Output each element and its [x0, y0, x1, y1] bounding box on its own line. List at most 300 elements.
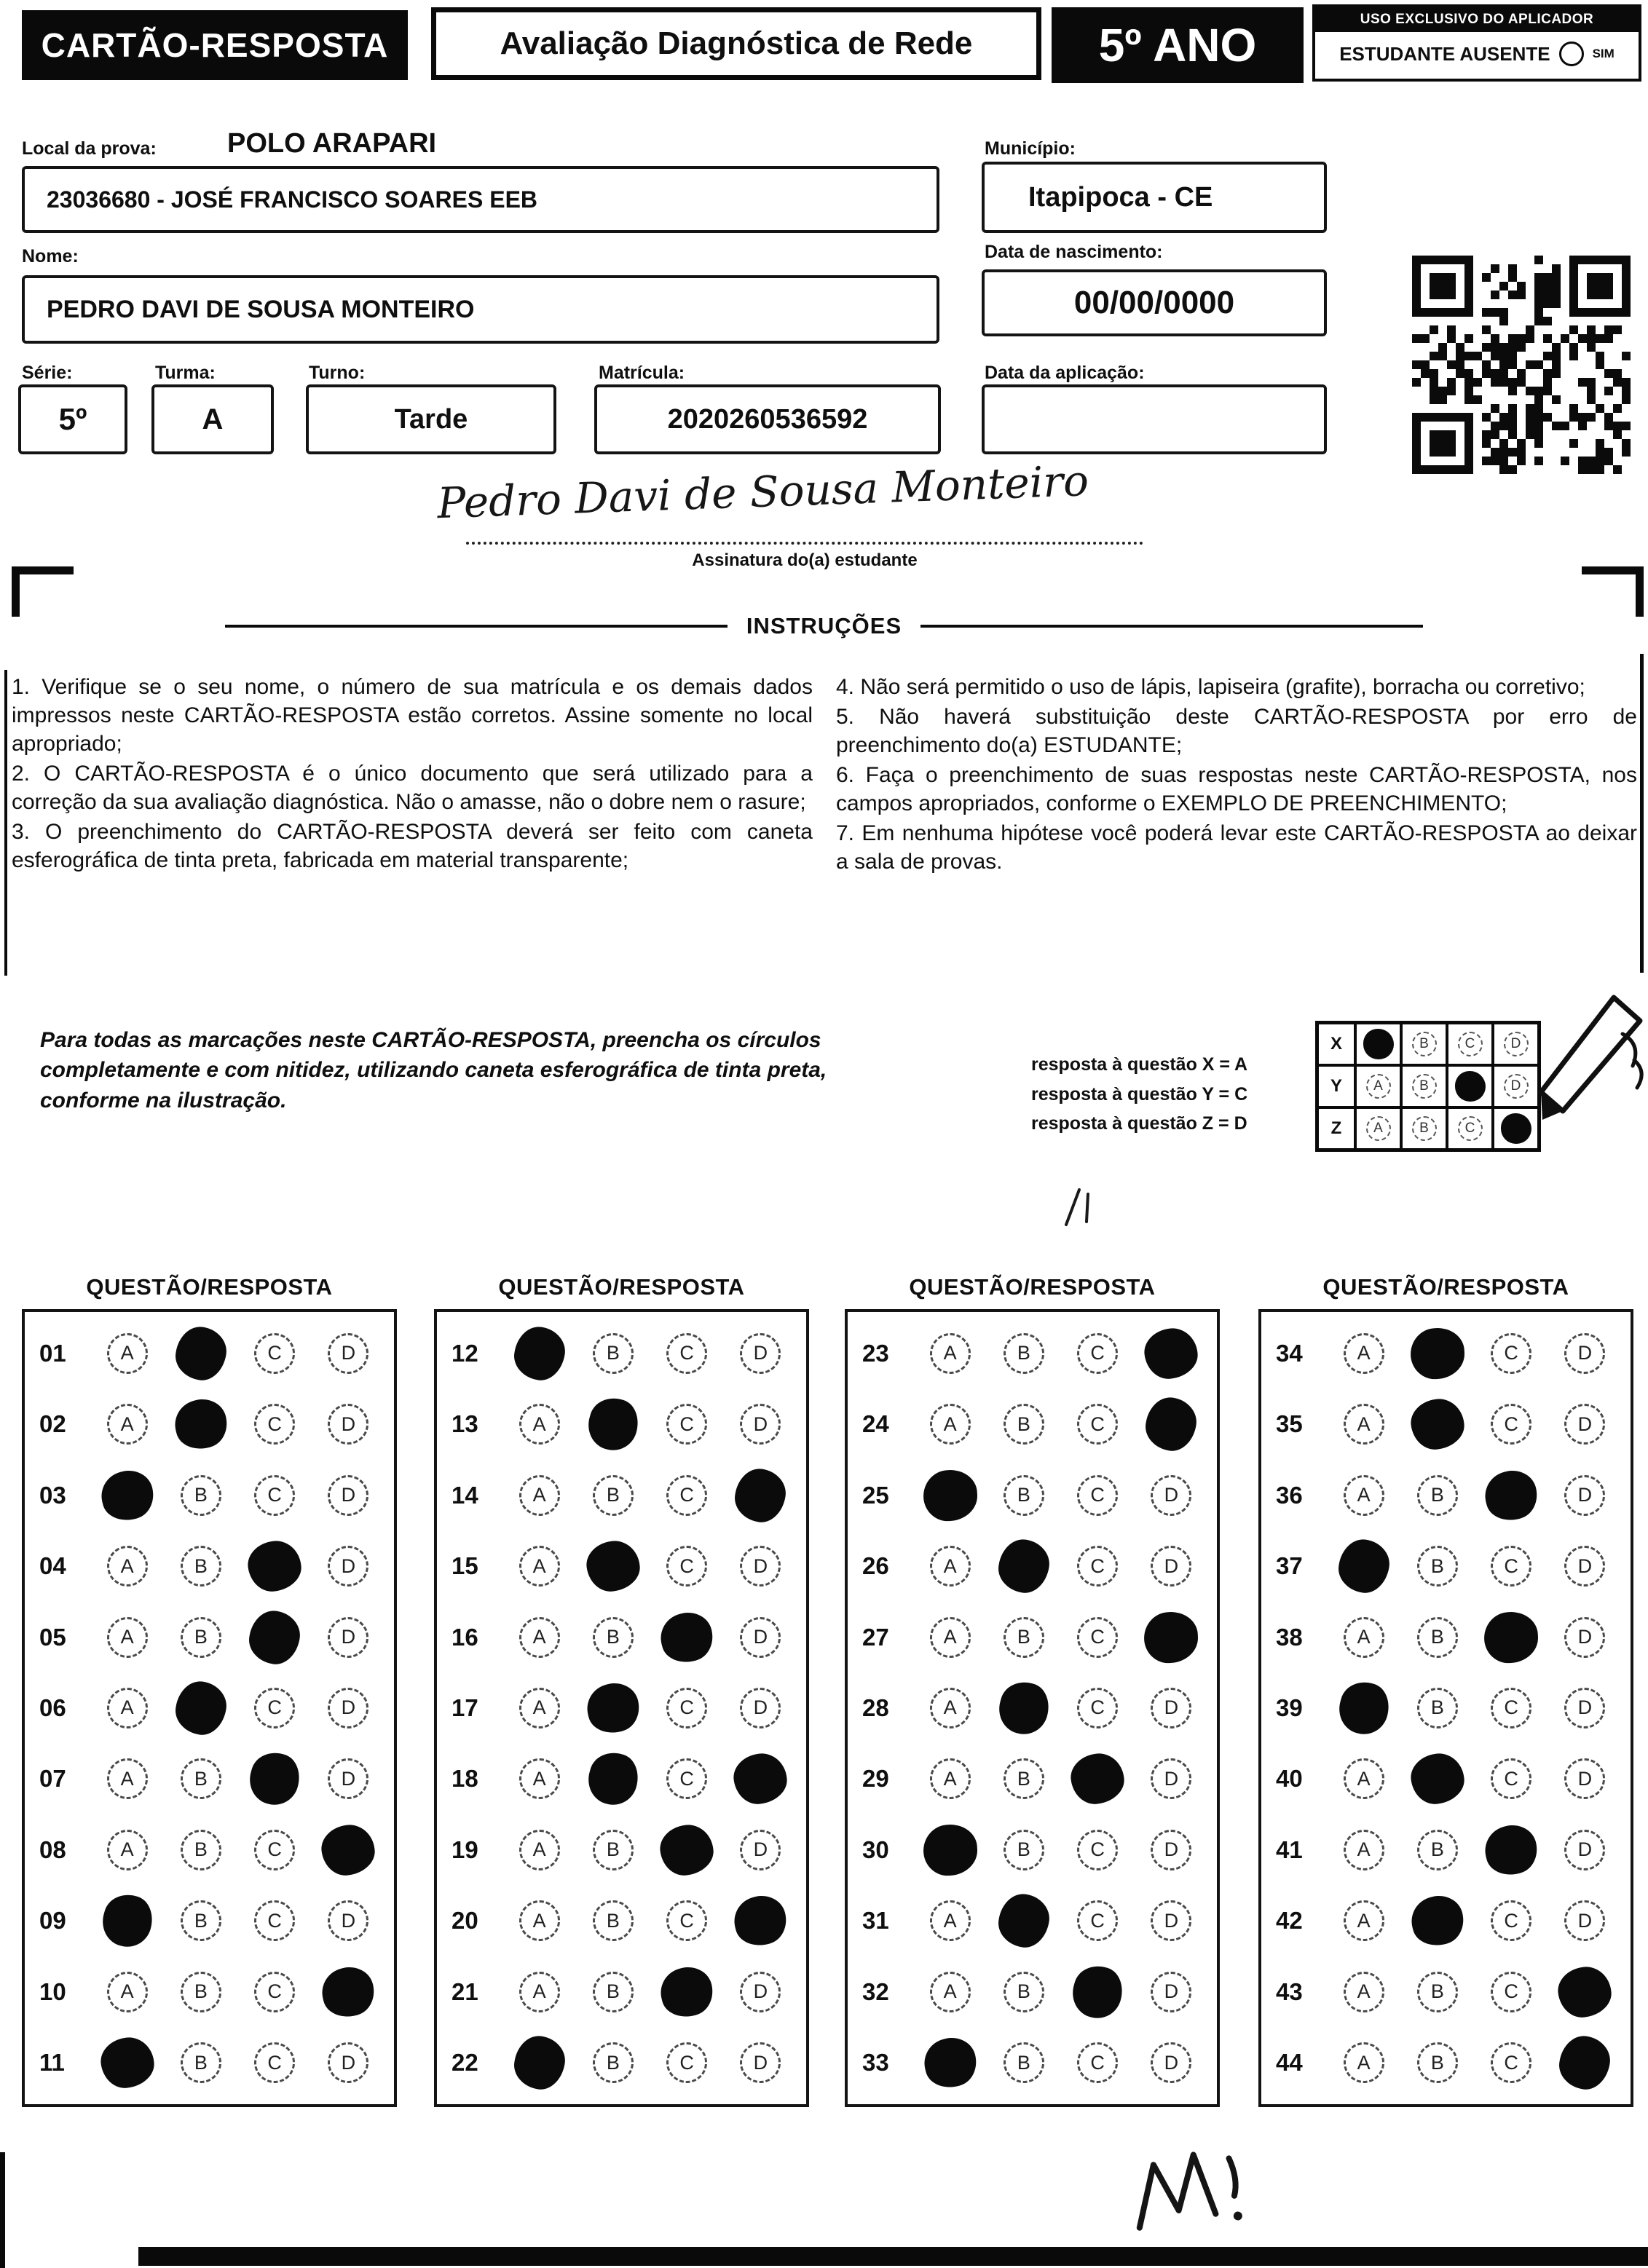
marked-bubble-27-D[interactable] [1143, 1611, 1199, 1664]
answer-bubble-36-A[interactable]: A [1344, 1475, 1384, 1516]
bubble-slot [312, 1546, 385, 1587]
answer-bubble-05-B[interactable]: B [181, 1617, 221, 1658]
instruction-item: 3. O preenchimento do CARTÃO-RESPOSTA deverá ser feito com caneta esferográfica de tinta preta, fabricada em material transparente; [12, 820, 813, 872]
answer-bubble-12-B[interactable]: B [593, 1333, 634, 1374]
answer-row-36 [1261, 1471, 1631, 1520]
instructions-header [0, 613, 1648, 639]
marked-bubble-38-C[interactable] [1483, 1611, 1539, 1664]
answer-bubble-09-D[interactable]: D [328, 1900, 368, 1941]
marked-bubble-09-A[interactable] [96, 1889, 157, 1953]
answer-bubble-26-A[interactable]: A [930, 1546, 971, 1587]
answer-bubble-16-A[interactable]: A [519, 1617, 560, 1658]
answers-column-header: QUESTÃO/RESPOSTA [1322, 1274, 1569, 1300]
question-number: 38 [1276, 1623, 1303, 1651]
divider-line [225, 625, 728, 628]
answer-bubble-10-C[interactable]: C [254, 1972, 295, 2012]
marked-bubble-18-B[interactable] [583, 1747, 644, 1811]
answer-bubble-04-B[interactable]: B [181, 1546, 221, 1587]
answer-bubble-42-A[interactable]: A [1344, 1900, 1384, 1941]
bubble-slot [1327, 1333, 1400, 1374]
answer-bubble-21-B[interactable]: B [593, 1972, 634, 2012]
answer-row-07 [25, 1755, 394, 1803]
signature-label: Assinatura do(a) estudante [692, 550, 918, 570]
answer-bubble-28-C[interactable]: C [1077, 1688, 1118, 1728]
marked-bubble-15-B[interactable] [584, 1538, 642, 1595]
answer-bubble-01-A[interactable]: A [107, 1333, 148, 1374]
answer-bubble-41-D[interactable]: D [1564, 1830, 1605, 1870]
answer-bubble-32-D[interactable]: D [1151, 1972, 1191, 2012]
answer-bubble-17-A[interactable]: A [519, 1688, 560, 1728]
bubble-slot [987, 1542, 1060, 1590]
bubble-slot [650, 2042, 724, 2083]
answer-bubble-24-A[interactable]: A [930, 1404, 971, 1445]
bubble-slot [1548, 1404, 1622, 1445]
answer-bubble-42-C[interactable]: C [1491, 1900, 1531, 1941]
answer-bubble-29-D[interactable]: D [1151, 1758, 1191, 1799]
bubble-slot [913, 1972, 987, 2012]
answer-bubble-12-C[interactable]: C [666, 1333, 707, 1374]
bubble-slot [650, 1688, 724, 1728]
stray-pen-mark [1057, 1185, 1094, 1232]
bubble-slot [913, 1617, 987, 1658]
example-bubble: C [1447, 1107, 1493, 1150]
answer-bubble-35-A[interactable]: A [1344, 1404, 1384, 1445]
bubble-slot [650, 1968, 724, 2016]
marked-bubble-22-A[interactable] [510, 2033, 568, 2093]
marked-bubble-05-C[interactable] [246, 1607, 304, 1667]
bubble-slot [1061, 1404, 1135, 1445]
answer-bubble-44-A[interactable]: A [1344, 2042, 1384, 2083]
answer-bubble-43-C[interactable]: C [1491, 1972, 1531, 2012]
answer-bubble-04-A[interactable]: A [107, 1546, 148, 1587]
marked-bubble-19-C[interactable] [658, 1822, 716, 1878]
answer-bubble-31-D[interactable]: D [1151, 1900, 1191, 1941]
answer-bubble-16-D[interactable]: D [740, 1617, 781, 1658]
bubble-slot [90, 1972, 164, 2012]
instructions-right-column [836, 673, 1637, 877]
bubble-slot [502, 1329, 576, 1378]
answer-row-14 [437, 1471, 806, 1520]
answer-bubble-01-D[interactable]: D [328, 1333, 368, 1374]
marked-bubble-04-C[interactable] [245, 1538, 304, 1595]
bubble-slot [90, 1688, 164, 1728]
answer-bubble-02-D[interactable]: D [328, 1404, 368, 1445]
answer-bubble-30-D[interactable]: D [1151, 1830, 1191, 1870]
answer-bubble-19-A[interactable]: A [519, 1830, 560, 1870]
question-number: 43 [1276, 1977, 1303, 2005]
question-number: 13 [452, 1410, 478, 1438]
answer-row-42 [1261, 1897, 1631, 1945]
answer-bubble-33-D[interactable]: D [1151, 2042, 1191, 2083]
marked-bubble-32-C[interactable] [1067, 1960, 1128, 2023]
answer-bubble-43-B[interactable]: B [1417, 1972, 1458, 2012]
answer-bubble-15-C[interactable]: C [666, 1546, 707, 1587]
answer-bubble-11-B[interactable]: B [181, 2042, 221, 2083]
nome-field: PEDRO DAVI DE SOUSA MONTEIRO [22, 275, 939, 344]
marked-bubble-24-D[interactable] [1143, 1394, 1200, 1454]
answer-bubble-26-D[interactable]: D [1151, 1546, 1191, 1587]
marked-bubble-02-B[interactable] [170, 1394, 232, 1455]
answer-bubble-20-B[interactable]: B [593, 1900, 634, 1941]
marked-bubble-40-B[interactable] [1408, 1751, 1467, 1807]
answer-bubble-18-A[interactable]: A [519, 1758, 560, 1799]
answers-column-2 [434, 1309, 809, 2107]
marked-bubble-03-A[interactable] [96, 1465, 158, 1525]
answer-bubble-37-B[interactable]: B [1417, 1546, 1458, 1587]
absent-sim-radio[interactable] [1559, 42, 1584, 66]
bubble-slot [1135, 1613, 1208, 1662]
answer-bubble-27-A[interactable]: A [930, 1617, 971, 1658]
answer-bubble-08-C[interactable]: C [254, 1830, 295, 1870]
example-bubble: B [1401, 1065, 1447, 1107]
answer-bubble-35-D[interactable]: D [1564, 1404, 1605, 1445]
answer-bubble-05-D[interactable]: D [328, 1617, 368, 1658]
answer-bubble-23-C[interactable]: C [1077, 1333, 1118, 1374]
bubble-slot [576, 1684, 650, 1732]
bubble-slot [1061, 1755, 1135, 1803]
answer-bubble-13-C[interactable]: C [666, 1404, 707, 1445]
answer-row-05 [25, 1613, 394, 1662]
marked-bubble-17-B[interactable] [582, 1678, 644, 1739]
answer-bubble-06-D[interactable]: D [328, 1688, 368, 1728]
answer-bubble-14-B[interactable]: B [593, 1475, 634, 1516]
bubble-slot [1400, 1755, 1474, 1803]
marked-bubble-08-D[interactable] [319, 1822, 377, 1878]
bubble-slot [650, 1546, 724, 1587]
bubble-slot [913, 2039, 987, 2087]
bubble-slot [987, 2042, 1060, 2083]
answer-bubble-21-A[interactable]: A [519, 1972, 560, 2012]
answer-bubble-17-D[interactable]: D [740, 1688, 781, 1728]
marked-bubble-41-C[interactable] [1480, 1820, 1542, 1881]
marked-bubble-20-D[interactable] [730, 1891, 792, 1951]
answer-bubble-12-D[interactable]: D [740, 1333, 781, 1374]
answer-bubble-06-A[interactable]: A [107, 1688, 148, 1728]
marked-bubble-14-D[interactable] [732, 1465, 789, 1525]
answer-row-18 [437, 1755, 806, 1803]
question-number: 28 [862, 1694, 889, 1721]
answer-bubble-22-D[interactable]: D [740, 2042, 781, 2083]
answer-bubble-09-C[interactable]: C [254, 1900, 295, 1941]
bubble-slot [238, 1900, 312, 1941]
answer-bubble-13-A[interactable]: A [519, 1404, 560, 1445]
marked-bubble-31-B[interactable] [995, 1891, 1052, 1951]
answer-bubble-34-C[interactable]: C [1491, 1333, 1531, 1374]
question-number: 31 [862, 1907, 889, 1935]
answer-bubble-16-B[interactable]: B [593, 1617, 634, 1658]
answer-bubble-39-D[interactable]: D [1564, 1688, 1605, 1728]
example-legend [1031, 1050, 1322, 1139]
answer-bubble-09-B[interactable]: B [181, 1900, 221, 1941]
bubble-slot [576, 1900, 650, 1941]
marked-bubble-23-D[interactable] [1142, 1325, 1200, 1381]
answer-bubble-05-A[interactable]: A [107, 1617, 148, 1658]
marked-bubble-18-D[interactable] [731, 1751, 789, 1807]
answer-bubble-14-C[interactable]: C [666, 1475, 707, 1516]
answer-bubble-03-D[interactable]: D [328, 1475, 368, 1516]
answers-column-3 [845, 1309, 1220, 2107]
question-number: 04 [39, 1552, 66, 1580]
answer-bubble-10-A[interactable]: A [107, 1972, 148, 2012]
bubble-slot [913, 1471, 987, 1520]
bubble-slot [913, 1758, 987, 1799]
answer-bubble-43-A[interactable]: A [1344, 1972, 1384, 2012]
answer-bubble-15-A[interactable]: A [519, 1546, 560, 1587]
answer-bubble-03-C[interactable]: C [254, 1475, 295, 1516]
question-number: 27 [862, 1623, 889, 1651]
answer-bubble-42-D[interactable]: D [1564, 1900, 1605, 1941]
bubble-slot [724, 2042, 797, 2083]
answer-bubble-02-C[interactable]: C [254, 1404, 295, 1445]
bubble-slot [1400, 1475, 1474, 1516]
answer-bubble-11-D[interactable]: D [328, 2042, 368, 2083]
answer-bubble-27-B[interactable]: B [1004, 1617, 1044, 1658]
answer-bubble-13-D[interactable]: D [740, 1404, 781, 1445]
question-number: 22 [452, 2049, 478, 2077]
bubble-slot [913, 1546, 987, 1587]
question-number: 37 [1276, 1552, 1303, 1580]
answer-row-22 [437, 2039, 806, 2087]
bubble-slot [312, 1968, 385, 2016]
answer-bubble-38-D[interactable]: D [1564, 1617, 1605, 1658]
marked-bubble-13-B[interactable] [583, 1393, 644, 1456]
signature-line [466, 542, 1143, 545]
answer-bubble-24-C[interactable]: C [1077, 1404, 1118, 1445]
bubble-slot [312, 2042, 385, 2083]
answer-bubble-21-D[interactable]: D [740, 1972, 781, 2012]
answer-bubble-20-A[interactable]: A [519, 1900, 560, 1941]
question-number: 17 [452, 1694, 478, 1721]
bubble-slot [312, 1758, 385, 1799]
bubble-slot [1135, 1475, 1208, 1516]
marked-bubble-26-B[interactable] [995, 1536, 1052, 1596]
answer-bubble-28-D[interactable]: D [1151, 1688, 1191, 1728]
bubble-slot [502, 1546, 576, 1587]
bubble-slot [312, 1826, 385, 1874]
answer-bubble-29-A[interactable]: A [930, 1758, 971, 1799]
grade-badge: 5º ANO [1052, 7, 1304, 83]
answer-row-26 [848, 1542, 1217, 1590]
bubble-slot [90, 1404, 164, 1445]
bubble-slot [987, 1333, 1060, 1374]
bubble-slot [164, 1830, 237, 1870]
marked-bubble-12-A[interactable] [510, 1323, 568, 1383]
answer-bubble-44-B[interactable]: B [1417, 2042, 1458, 2083]
absent-sim-label: SIM [1592, 47, 1615, 60]
marked-bubble-29-C[interactable] [1068, 1751, 1127, 1807]
marked-bubble-33-A[interactable] [919, 2033, 981, 2093]
bubble-slot [312, 1404, 385, 1445]
marked-bubble-36-C[interactable] [1480, 1465, 1542, 1525]
marked-bubble-16-C[interactable] [655, 1607, 717, 1667]
answer-bubble-25-D[interactable]: D [1151, 1475, 1191, 1516]
marked-bubble-06-B[interactable] [172, 1678, 229, 1738]
answer-bubble-22-C[interactable]: C [666, 2042, 707, 2083]
bubble-slot [987, 1758, 1060, 1799]
answer-bubble-19-D[interactable]: D [740, 1830, 781, 1870]
marked-bubble-21-C[interactable] [655, 1962, 717, 2023]
marked-bubble-11-A[interactable] [98, 2035, 156, 2091]
question-number: 02 [39, 1410, 66, 1438]
answer-bubble-14-A[interactable]: A [519, 1475, 560, 1516]
marked-bubble-39-A[interactable] [1333, 1676, 1394, 1739]
answer-bubble-24-B[interactable]: B [1004, 1404, 1044, 1445]
bubble-slot [1061, 1617, 1135, 1658]
answer-bubble-07-B[interactable]: B [181, 1758, 221, 1799]
marked-bubble-28-B[interactable] [993, 1676, 1054, 1739]
question-number: 12 [452, 1339, 478, 1367]
answer-bubble-33-B[interactable]: B [1004, 2042, 1044, 2083]
answer-bubble-04-D[interactable]: D [328, 1546, 368, 1587]
bubble-slot [1548, 1617, 1622, 1658]
answer-bubble-35-C[interactable]: C [1491, 1404, 1531, 1445]
applicator-box [1312, 4, 1641, 82]
answer-row-10 [25, 1968, 394, 2016]
answer-bubble-23-A[interactable]: A [930, 1333, 971, 1374]
instruction-item: 2. O CARTÃO-RESPOSTA é o único documento que será utilizado para a correção da sua avaliação diagnóstica. Não o amasse, não o dobre nem o rasure; [12, 762, 813, 814]
marked-bubble-35-B[interactable] [1408, 1396, 1467, 1453]
answer-bubble-23-B[interactable]: B [1004, 1333, 1044, 1374]
bubble-slot [1327, 2042, 1400, 2083]
marked-bubble-01-B[interactable] [172, 1323, 229, 1383]
answer-row-29 [848, 1755, 1217, 1803]
absent-label: ESTUDANTE AUSENTE [1339, 42, 1550, 65]
marked-bubble-30-A[interactable] [922, 1823, 978, 1877]
answer-bubble-39-B[interactable]: B [1417, 1688, 1458, 1728]
municipio-label: Município: [985, 138, 1076, 159]
bubble-slot [90, 1897, 164, 1945]
bubble-slot [576, 1400, 650, 1448]
example-row-label: X [1317, 1023, 1355, 1065]
bubble-slot [1135, 1688, 1208, 1728]
answer-bubble-07-D[interactable]: D [328, 1758, 368, 1799]
answer-row-09 [25, 1897, 394, 1945]
example-bubble: A [1355, 1107, 1401, 1150]
answer-row-12 [437, 1329, 806, 1378]
answer-bubble-44-C[interactable]: C [1491, 2042, 1531, 2083]
answer-bubble-41-A[interactable]: A [1344, 1830, 1384, 1870]
bubble-slot [164, 1758, 237, 1799]
answer-bubble-15-D[interactable]: D [740, 1546, 781, 1587]
answer-bubble-31-A[interactable]: A [930, 1900, 971, 1941]
answer-bubble-03-B[interactable]: B [181, 1475, 221, 1516]
answer-bubble-18-C[interactable]: C [666, 1758, 707, 1799]
bubble-slot [650, 1333, 724, 1374]
answer-bubble-36-D[interactable]: D [1564, 1475, 1605, 1516]
question-number: 41 [1276, 1836, 1303, 1863]
question-number: 42 [1276, 1907, 1303, 1935]
question-number: 26 [862, 1552, 889, 1580]
answer-bubble-25-B[interactable]: B [1004, 1475, 1044, 1516]
bubble-slot [1400, 1972, 1474, 2012]
bubble-slot [1327, 1900, 1400, 1941]
answer-bubble-10-B[interactable]: B [181, 1972, 221, 2012]
answer-bubble-08-A[interactable]: A [107, 1830, 148, 1870]
bubble-slot [90, 1830, 164, 1870]
answer-bubble-34-D[interactable]: D [1564, 1333, 1605, 1374]
bubble-slot [1061, 1900, 1135, 1941]
marked-bubble-43-D[interactable] [1556, 1964, 1614, 2020]
handwritten-scribble [1123, 2143, 1259, 2240]
answer-bubble-36-B[interactable]: B [1417, 1475, 1458, 1516]
bubble-slot [987, 1475, 1060, 1516]
example-bubble: A [1355, 1065, 1401, 1107]
bubble-slot [90, 1333, 164, 1374]
answer-bubble-37-D[interactable]: D [1564, 1546, 1605, 1587]
answer-bubble-22-B[interactable]: B [593, 2042, 634, 2083]
answer-bubble-30-C[interactable]: C [1077, 1830, 1118, 1870]
question-number: 15 [452, 1552, 478, 1580]
bubble-slot [1061, 1830, 1135, 1870]
answer-bubble-40-A[interactable]: A [1344, 1758, 1384, 1799]
answer-bubble-32-A[interactable]: A [930, 1972, 971, 2012]
answers-column-4 [1258, 1309, 1633, 2107]
answer-bubble-01-C[interactable]: C [254, 1333, 295, 1374]
answer-bubble-40-D[interactable]: D [1564, 1758, 1605, 1799]
marked-bubble-25-A[interactable] [922, 1469, 978, 1522]
answer-bubble-06-C[interactable]: C [254, 1688, 295, 1728]
answer-bubble-17-C[interactable]: C [666, 1688, 707, 1728]
bubble-slot [238, 2042, 312, 2083]
answer-bubble-37-C[interactable]: C [1491, 1546, 1531, 1587]
bubble-slot [164, 1972, 237, 2012]
answer-bubble-02-A[interactable]: A [107, 1404, 148, 1445]
answer-row-08 [25, 1826, 394, 1874]
answer-bubble-28-A[interactable]: A [930, 1688, 971, 1728]
marked-bubble-10-D[interactable] [318, 1962, 379, 2023]
question-number: 44 [1276, 2049, 1303, 2077]
answer-bubble-29-B[interactable]: B [1004, 1758, 1044, 1799]
instructions-title: INSTRUÇÕES [746, 613, 902, 639]
answer-bubble-27-C[interactable]: C [1077, 1617, 1118, 1658]
divider-line [920, 625, 1423, 628]
bubble-slot [238, 1613, 312, 1662]
marked-bubble-42-B[interactable] [1406, 1891, 1468, 1951]
bubble-slot [502, 1900, 576, 1941]
answer-bubble-38-B[interactable]: B [1417, 1617, 1458, 1658]
answer-bubble-19-B[interactable]: B [593, 1830, 634, 1870]
answer-bubble-25-C[interactable]: C [1077, 1475, 1118, 1516]
bubble-slot [1475, 1972, 1548, 2012]
answer-bubble-08-B[interactable]: B [181, 1830, 221, 1870]
answer-bubble-32-B[interactable]: B [1004, 1972, 1044, 2012]
bubble-slot [1135, 1400, 1208, 1448]
answer-bubble-26-C[interactable]: C [1077, 1546, 1118, 1587]
answer-bubble-30-B[interactable]: B [1004, 1830, 1044, 1870]
answer-bubble-41-B[interactable]: B [1417, 1830, 1458, 1870]
bubble-slot [913, 1900, 987, 1941]
turno-field: Tarde [306, 384, 556, 454]
answer-bubble-31-C[interactable]: C [1077, 1900, 1118, 1941]
answer-bubble-39-C[interactable]: C [1491, 1688, 1531, 1728]
instruction-item: 7. Em nenhuma hipótese você poderá levar este CARTÃO-RESPOSTA ao deixar a sala de provas. [836, 821, 1637, 874]
marked-bubble-37-A[interactable] [1335, 1536, 1392, 1596]
answer-bubble-38-A[interactable]: A [1344, 1617, 1384, 1658]
answer-bubble-11-C[interactable]: C [254, 2042, 295, 2083]
answer-bubble-34-A[interactable]: A [1344, 1333, 1384, 1374]
answer-bubble-07-A[interactable]: A [107, 1758, 148, 1799]
marked-bubble-44-D[interactable] [1556, 2033, 1614, 2093]
bubble-slot [312, 1333, 385, 1374]
turma-label: Turma: [155, 363, 216, 383]
marked-bubble-07-C[interactable] [244, 1747, 305, 1811]
answer-bubble-33-C[interactable]: C [1077, 2042, 1118, 2083]
bubble-slot [1475, 1546, 1548, 1587]
marked-bubble-34-B[interactable] [1409, 1327, 1465, 1380]
answer-bubble-40-C[interactable]: C [1491, 1758, 1531, 1799]
bubble-slot [1061, 1475, 1135, 1516]
answer-bubble-20-C[interactable]: C [666, 1900, 707, 1941]
